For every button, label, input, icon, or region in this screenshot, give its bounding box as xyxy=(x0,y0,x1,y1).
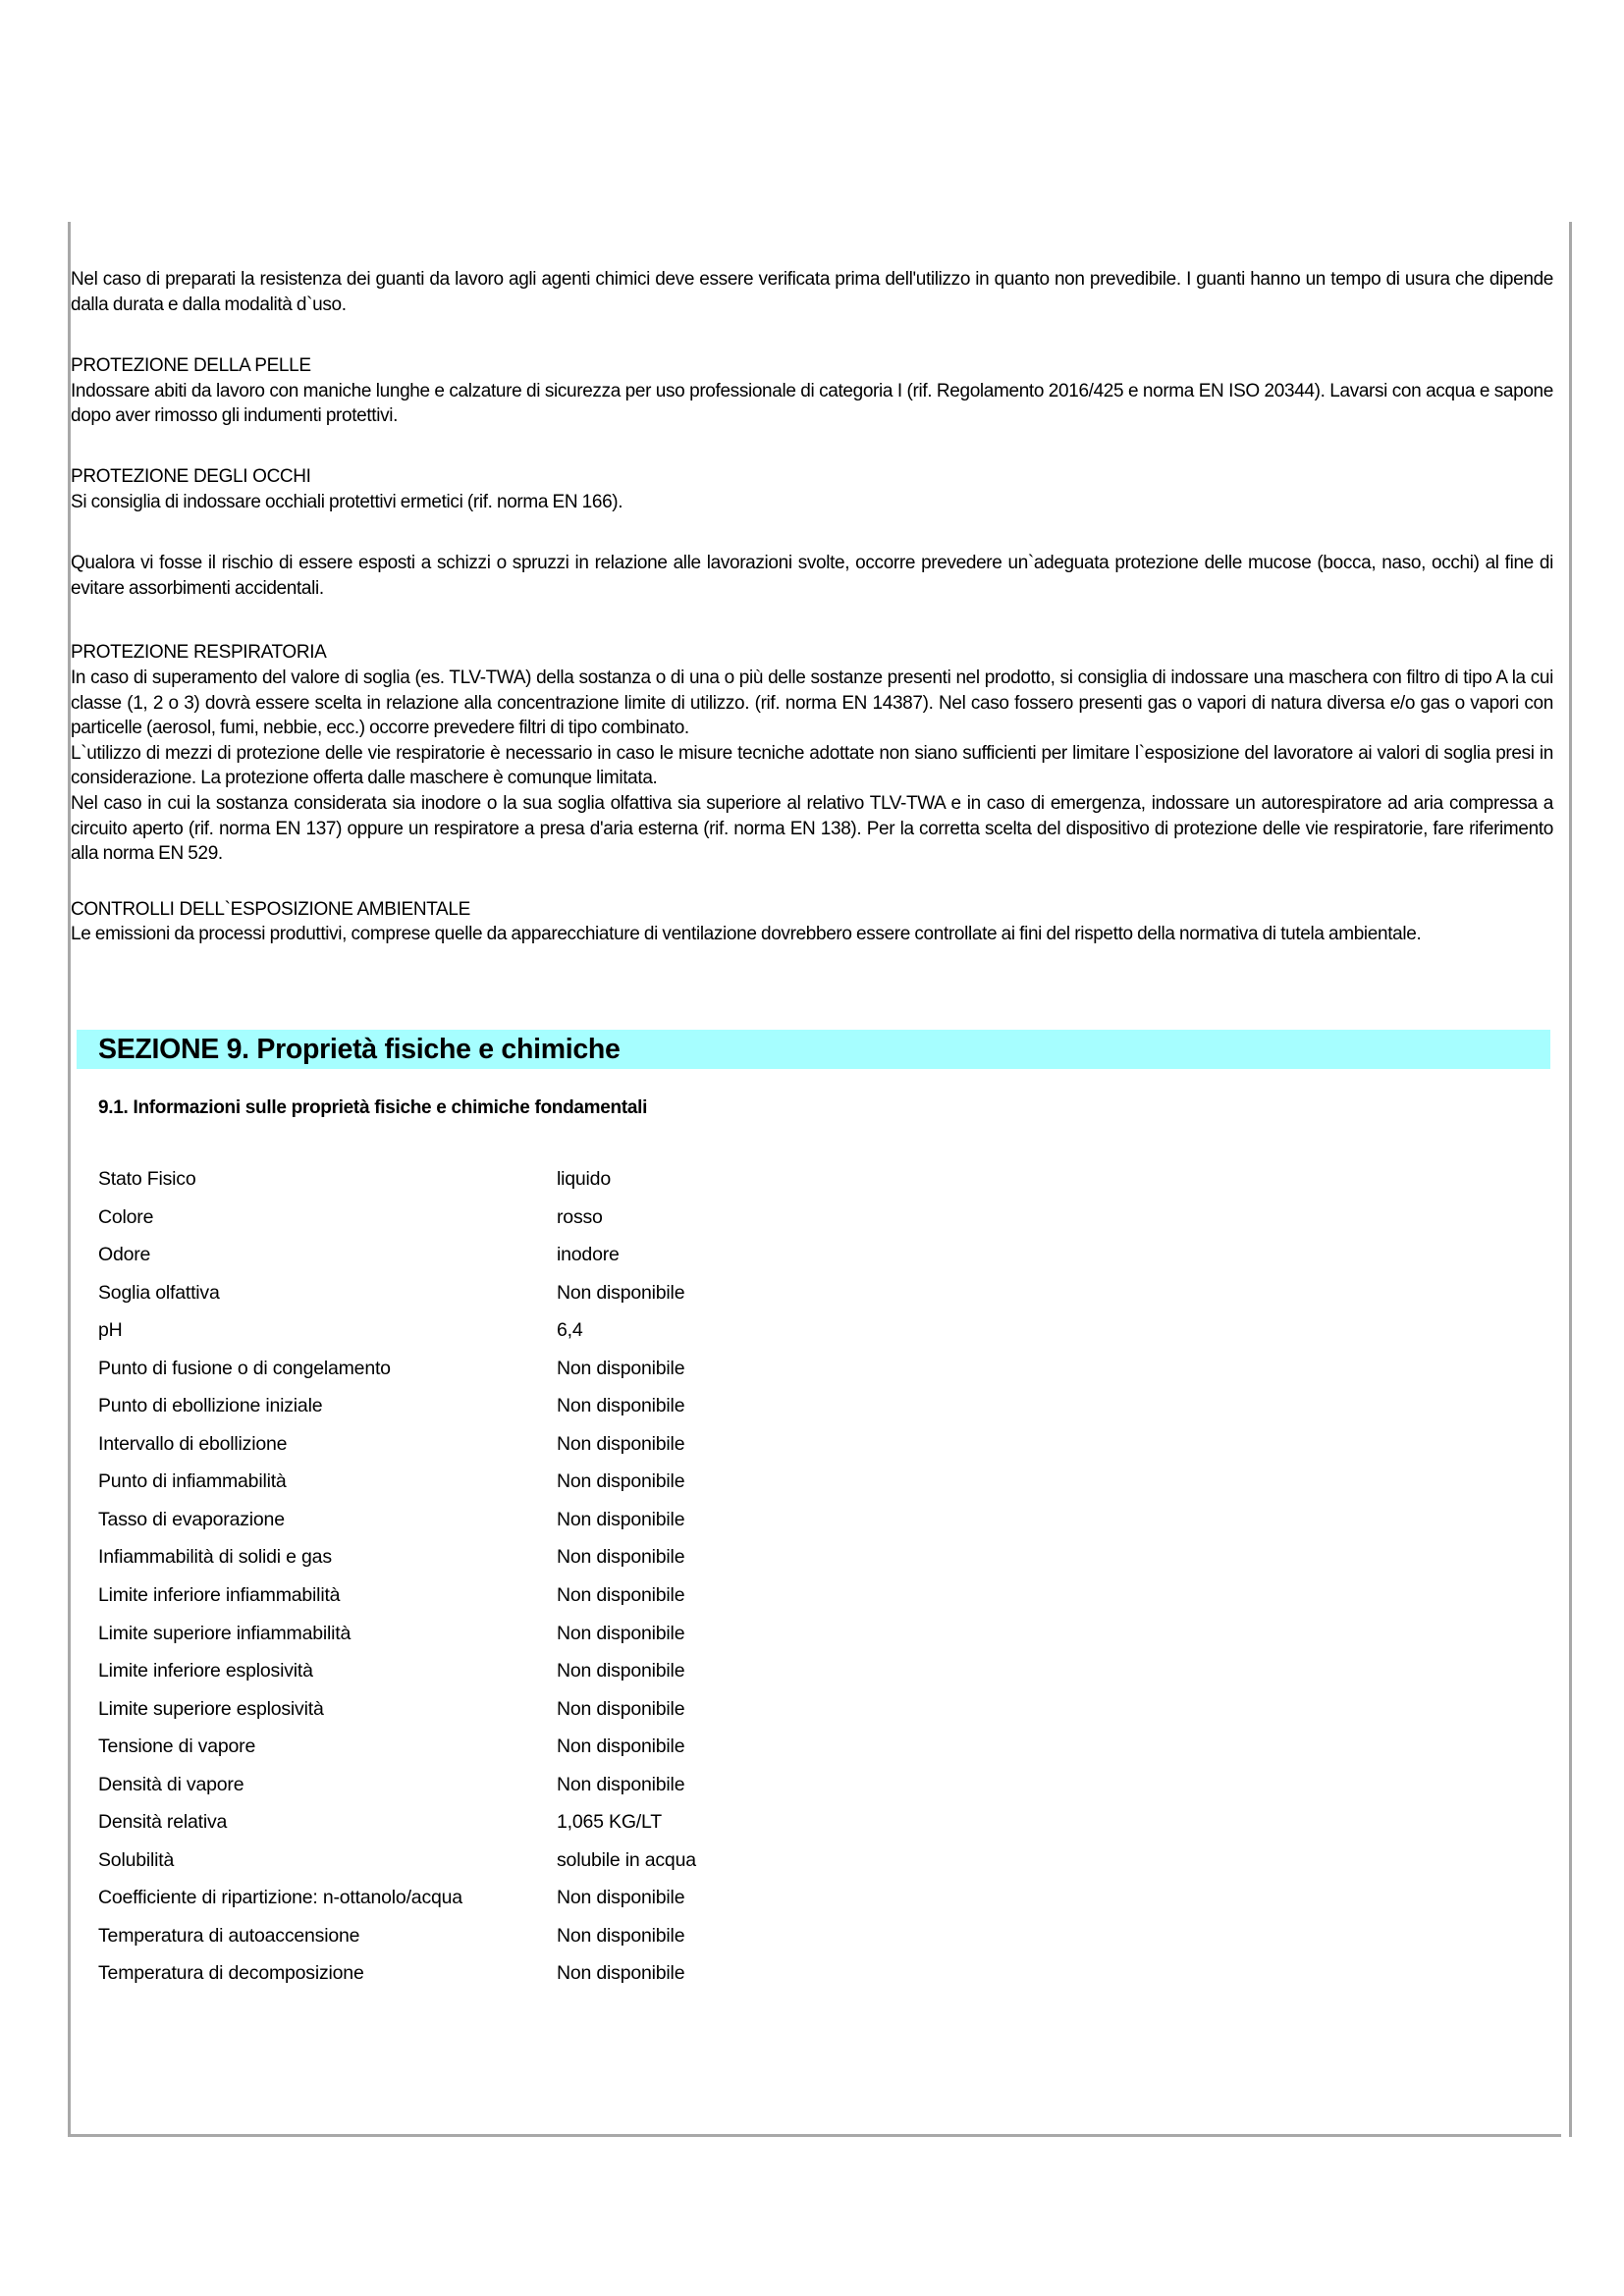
property-row xyxy=(98,1545,982,1583)
property-label: Colore xyxy=(98,1205,154,1228)
property-value: 6,4 xyxy=(557,1319,583,1342)
page-frame-bottom-border xyxy=(68,2134,1561,2137)
page-frame-right-border xyxy=(1569,222,1572,2137)
respiratory-protection-p3: Nel caso in cui la sostanza considerata sia inodore o la sua soglia olfattiva sia superiore al relativo TLV-TWA e in caso di emergenza, indossare un autorespiratore ad aria compressa a circuito aperto (rif. norma EN 137) oppure un respiratore a presa d'aria esterna (rif. norma EN 138). Per la corretta scelta del dispositivo di protezione delle vie respiratorie, fare riferimento alla norma EN 529. xyxy=(71,792,1553,865)
property-label: Solubilità xyxy=(98,1848,175,1871)
property-row xyxy=(98,1735,982,1773)
property-label: Tensione di vapore xyxy=(98,1735,256,1758)
property-label: Limite superiore infiammabilità xyxy=(98,1622,352,1644)
property-row xyxy=(98,1924,982,1962)
property-label: Densità di vapore xyxy=(98,1773,244,1795)
property-row xyxy=(98,1508,982,1546)
section8-content xyxy=(71,267,1553,947)
physical-chemical-properties-table xyxy=(98,1167,982,2000)
property-row xyxy=(98,1810,982,1848)
respiratory-protection-p1: In caso di superamento del valore di soglia (es. TLV-TWA) della sostanza o di una o più delle sostanze presenti nel prodotto, si consiglia di indossare una maschera con filtro di tipo A la cui classe (1, 2 o 3) dovrà essere scelta in relazione alla concentrazione limite di utilizzo. (rif. norma EN 14387). Nel caso fossero presenti gas o vapori di natura diversa e/o gas o vapori con particelle (aerosol, fumi, nebbie, ecc.) occorre prevedere filtri di tipo combinato. xyxy=(71,667,1553,739)
property-value: Non disponibile xyxy=(557,1697,685,1720)
property-row xyxy=(98,1697,982,1735)
property-label: Temperatura di decomposizione xyxy=(98,1962,364,1985)
skin-protection-text: Indossare abiti da lavoro con maniche lunghe e calzature di sicurezza per uso professionale di categoria I (rif. Regolamento 2016/425 e norma EN ISO 20344). Lavarsi con acqua e sapone dopo aver rimosso gli indumenti protettivi. xyxy=(71,380,1553,427)
property-label: Limite superiore esplosività xyxy=(98,1697,324,1720)
skin-protection-heading: PROTEZIONE DELLA PELLE xyxy=(71,355,311,377)
property-row xyxy=(98,1622,982,1660)
environmental-controls-heading: CONTROLLI DELL`ESPOSIZIONE AMBIENTALE xyxy=(71,898,470,920)
property-value: Non disponibile xyxy=(557,1357,685,1379)
property-value: Non disponibile xyxy=(557,1508,685,1530)
property-value: Non disponibile xyxy=(557,1432,685,1455)
property-row xyxy=(98,1205,982,1244)
respiratory-protection-p2: L`utilizzo di mezzi di protezione delle vie respiratorie è necessario in caso le misure tecniche adottate non siano sufficienti per limitare l`esposizione del lavoratore ai valori di soglia presi in considerazione. La protezione offerta dalle maschere è comunque limitata. xyxy=(71,742,1553,789)
property-value: solubile in acqua xyxy=(557,1848,696,1871)
property-row xyxy=(98,1167,982,1205)
subsection-9-1-title: 9.1. Informazioni sulle proprietà fisiche e chimiche fondamentali xyxy=(98,1097,648,1118)
property-label: Odore xyxy=(98,1244,151,1266)
property-row xyxy=(98,1318,982,1357)
property-row xyxy=(98,1281,982,1319)
property-value: 1,065 KG/LT xyxy=(557,1811,662,1834)
property-label: Densità relativa xyxy=(98,1811,228,1834)
respiratory-protection-heading: PROTEZIONE RESPIRATORIA xyxy=(71,642,327,664)
property-row xyxy=(98,1659,982,1697)
property-label: Punto di fusione o di congelamento xyxy=(98,1357,391,1379)
property-value: Non disponibile xyxy=(557,1622,685,1644)
property-row xyxy=(98,1773,982,1811)
property-label: Tasso di evaporazione xyxy=(98,1508,285,1530)
eye-protection-heading: PROTEZIONE DEGLI OCCHI xyxy=(71,465,311,487)
property-value: Non disponibile xyxy=(557,1395,685,1417)
property-value: Non disponibile xyxy=(557,1924,685,1947)
property-row xyxy=(98,1848,982,1887)
property-label: Intervallo di ebollizione xyxy=(98,1432,288,1455)
property-value: Non disponibile xyxy=(557,1773,685,1795)
property-value: Non disponibile xyxy=(557,1887,685,1909)
property-label: Temperatura di autoaccensione xyxy=(98,1924,360,1947)
property-label: Stato Fisico xyxy=(98,1168,196,1190)
property-value: Non disponibile xyxy=(557,1470,685,1493)
property-value: Non disponibile xyxy=(557,1962,685,1985)
property-row xyxy=(98,1394,982,1432)
property-label: Limite inferiore infiammabilità xyxy=(98,1584,341,1607)
property-value: liquido xyxy=(557,1168,611,1190)
property-row xyxy=(98,1583,982,1622)
property-value: Non disponibile xyxy=(557,1584,685,1607)
property-row xyxy=(98,1886,982,1924)
property-label: Infiammabilità di solidi e gas xyxy=(98,1546,332,1569)
property-label: Soglia olfattiva xyxy=(98,1281,220,1304)
property-row xyxy=(98,1469,982,1508)
property-label: Coefficiente di ripartizione: n-ottanolo/acqua xyxy=(98,1887,462,1909)
environmental-controls-text: Le emissioni da processi produttivi, comprese quelle da apparecchiature di ventilazione dovrebbero essere controllate ai fini del rispetto della normativa di tutela ambientale. xyxy=(71,924,1422,945)
section-9-title: SEZIONE 9. Proprietà fisiche e chimiche xyxy=(98,1034,621,1065)
eye-protection-text-2: Qualora vi fosse il rischio di essere esposti a schizzi o spruzzi in relazione alle lavorazioni svolte, occorre prevedere un`adeguata protezione delle mucose (bocca, naso, occhi) al fine di evitare assorbimenti accidentali. xyxy=(71,553,1553,599)
property-row xyxy=(98,1432,982,1470)
property-label: Punto di infiammabilità xyxy=(98,1470,287,1493)
property-label: Punto di ebollizione iniziale xyxy=(98,1395,323,1417)
gloves-note: Nel caso di preparati la resistenza dei guanti da lavoro agli agenti chimici deve essere verificata prima dell'utilizzo in quanto non prevedibile. I guanti hanno un tempo di usura che dipende dalla durata e dalla modalità d`uso. xyxy=(71,269,1553,315)
property-row xyxy=(98,1961,982,2000)
property-value: Non disponibile xyxy=(557,1660,685,1682)
eye-protection-text: Si consiglia di indossare occhiali protettivi ermetici (rif. norma EN 166). xyxy=(71,491,623,512)
property-label: pH xyxy=(98,1319,123,1342)
property-row xyxy=(98,1357,982,1395)
property-value: Non disponibile xyxy=(557,1546,685,1569)
property-row xyxy=(98,1243,982,1281)
property-value: inodore xyxy=(557,1244,620,1266)
property-value: Non disponibile xyxy=(557,1735,685,1758)
property-value: Non disponibile xyxy=(557,1281,685,1304)
property-value: rosso xyxy=(557,1205,603,1228)
property-label: Limite inferiore esplosività xyxy=(98,1660,313,1682)
